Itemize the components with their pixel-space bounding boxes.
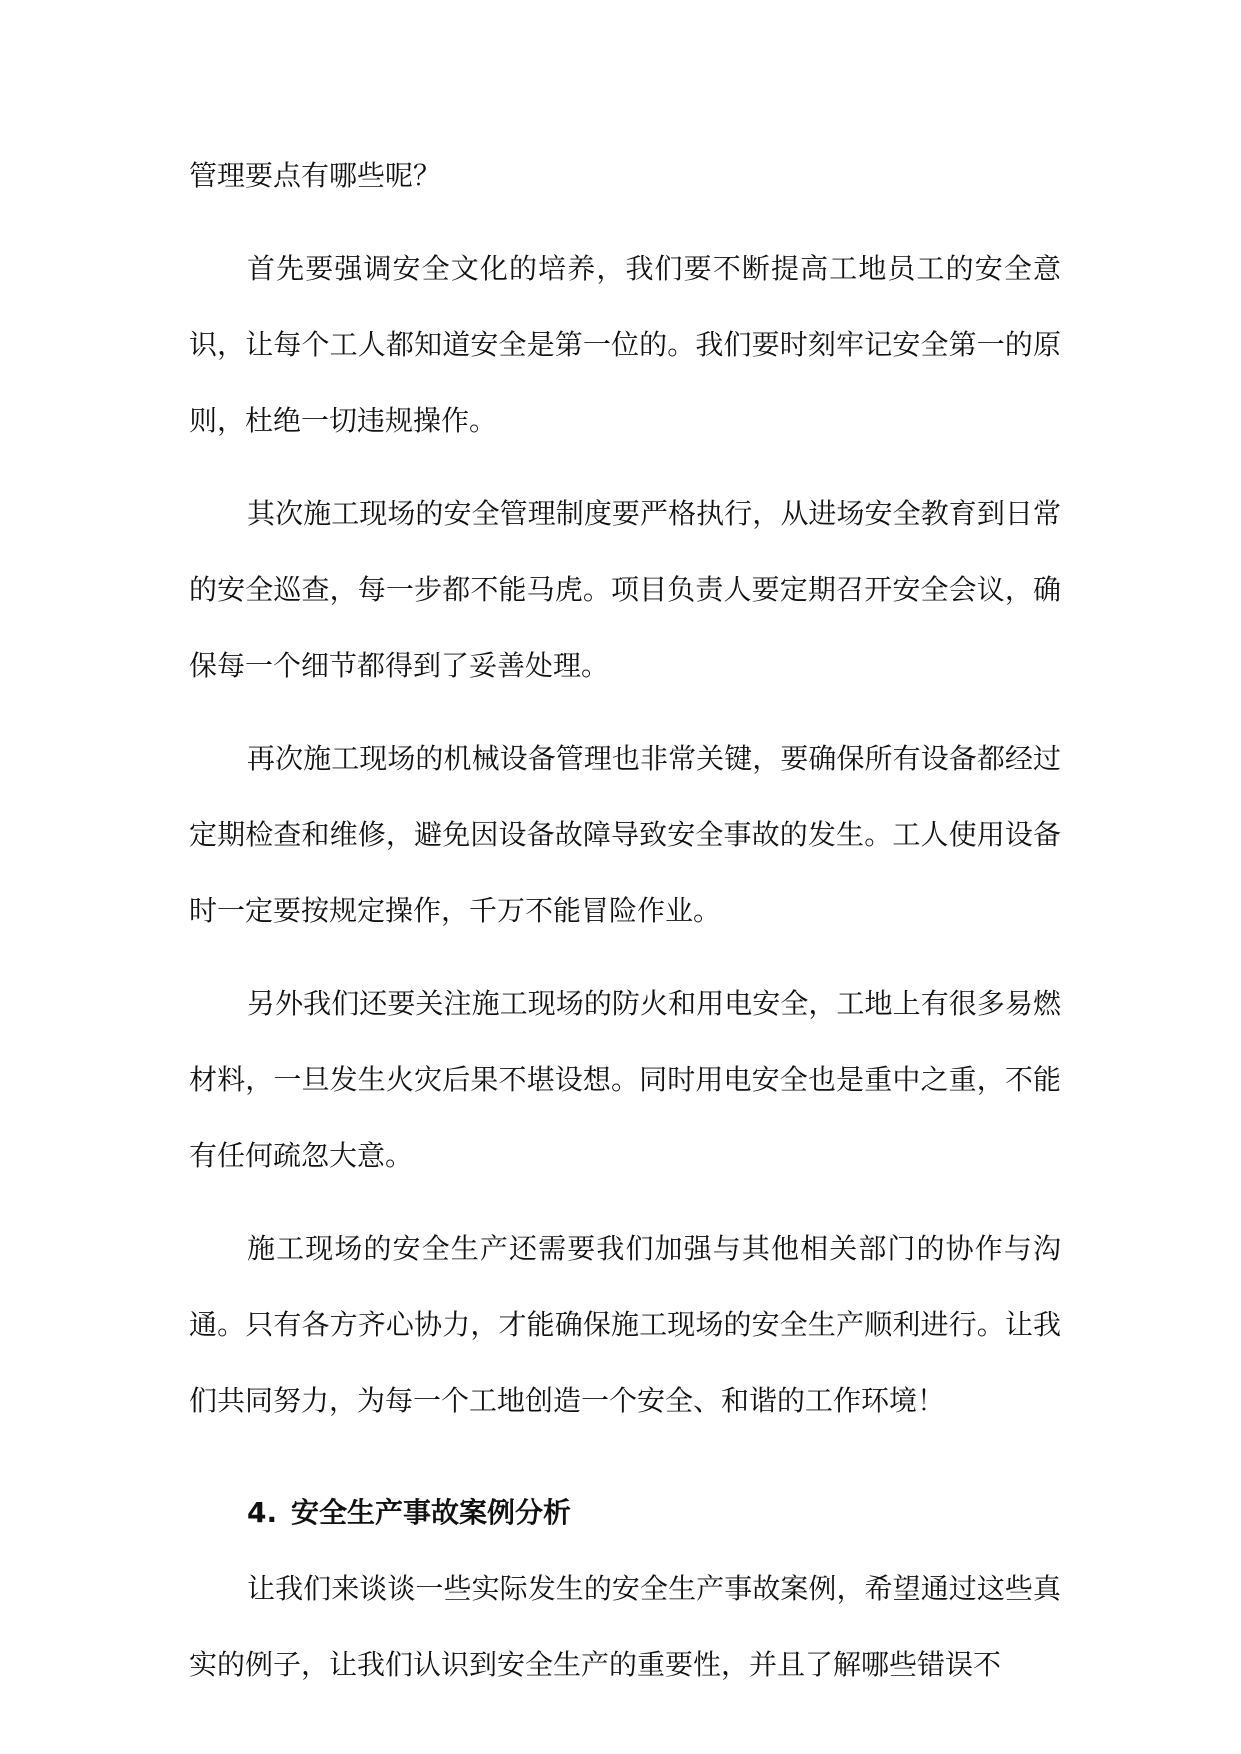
paragraph-continuation: 管理要点有哪些呢？ bbox=[189, 159, 442, 192]
paragraph-fire-electric-safety: 另外我们还要关注施工现场的防火和用电安全，工地上有很多易燃材料，一旦发生火灾后果不堪设想。同时用电安全也是重中之重，不能有任何疏忽大意。 bbox=[189, 987, 1061, 1172]
section-heading bbox=[189, 1475, 1061, 1551]
paragraph-cooperation: 施工现场的安全生产还需要我们加强与其他相关部门的协作与沟通。只有各方齐心协力，才能确保施工现场的安全生产顺利进行。让我们共同努力，为每一个工地创造一个安全、和谐的工作环境！ bbox=[189, 1232, 1061, 1417]
paragraph-case-intro: 让我们来谈谈一些实际发生的安全生产事故案例，希望通过这些真实的例子，让我们认识到安全生产的重要性，并且了解哪些错误不 bbox=[189, 1572, 1061, 1681]
paragraph-safety-culture: 首先要强调安全文化的培养，我们要不断提高工地员工的安全意识，让每个工人都知道安全是第一位的。我们要时刻牢记安全第一的原则，杜绝一切违规操作。 bbox=[189, 252, 1061, 437]
document-body bbox=[189, 138, 1061, 1720]
paragraph-equipment-management: 再次施工现场的机械设备管理也非常关键，要确保所有设备都经过定期检查和维修，避免因设备故障导致安全事故的发生。工人使用设备时一定要按规定操作，千万不能冒险作业。 bbox=[189, 742, 1061, 927]
section-title: 安全生产事故案例分析 bbox=[291, 1496, 572, 1529]
paragraph-management-system: 其次施工现场的安全管理制度要严格执行，从进场安全教育到日常的安全巡查，每一步都不能马虎。项目负责人要定期召开安全会议，确保每一个细节都得到了妥善处理。 bbox=[189, 497, 1061, 682]
section-number: 4. bbox=[247, 1496, 278, 1529]
